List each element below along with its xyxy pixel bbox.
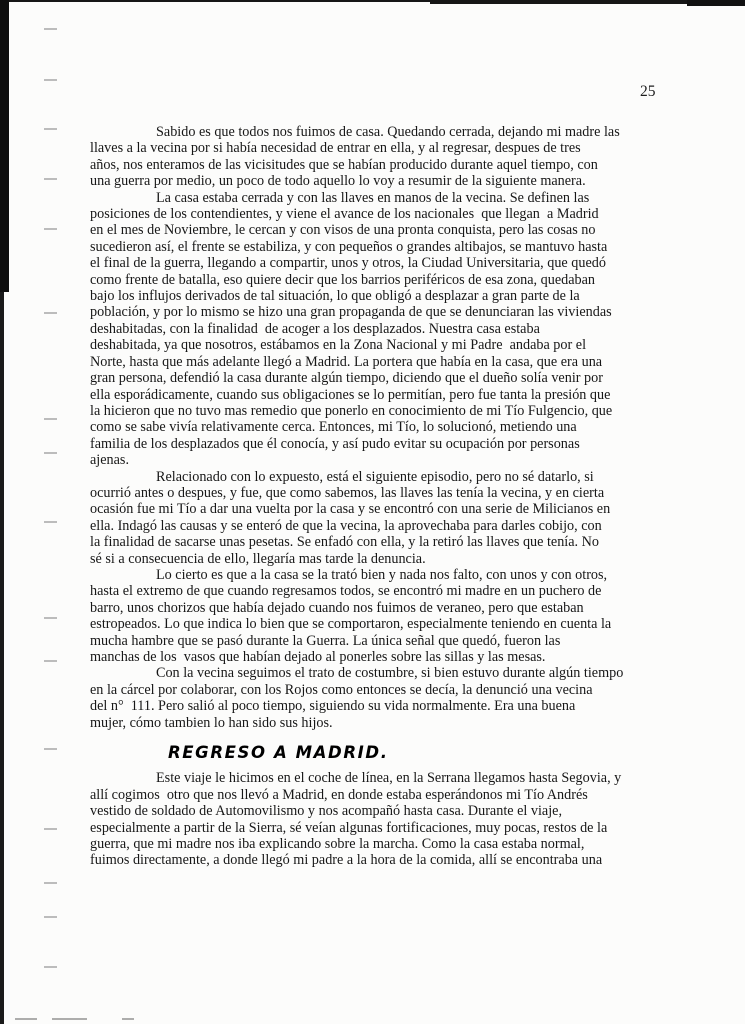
text-line: sé si a consecuencia de ello, llegaría mas tarde la denuncia.	[90, 550, 426, 567]
text-line: ocasión fue mi Tío a dar una vuelta por la casa y se encontró con una serie de Milicianos en	[90, 501, 611, 518]
margin-dash-artifact	[44, 228, 57, 230]
paragraph	[90, 770, 690, 868]
paragraph	[90, 190, 690, 469]
text-line: deshabitada, ya que nosotros, estábamos en la Zona Nacional y mi Padre andaba por el	[90, 337, 587, 354]
text-line: especialmente a partir de la Sierra, sé veían algunas fortificaciones, muy pocas, restos de la	[90, 819, 608, 836]
paragraph	[90, 469, 690, 567]
text-line: gran persona, defendió la casa durante algún tiempo, diciendo que el dueño solía venir por	[90, 370, 603, 387]
text-line: llaves a la vecina por si había necesidad de entrar en ella, y al regresar, despues de tres	[90, 140, 581, 157]
text-line: Con la vecina seguimos el trato de costumbre, si bien estuvo durante algún tiempo	[156, 665, 624, 682]
scan-corner-top-right	[687, 0, 745, 6]
text-line: mucha hambre que se pasó durante la Guerra. La única señal que quedó, fueron las	[90, 632, 561, 649]
margin-dash-artifact	[44, 521, 57, 523]
text-line: el final de la guerra, llegando a compartir, unos y otros, la Ciudad Universitaria, que quedó	[90, 255, 606, 272]
text-line: hasta el extremo de que cuando regresamos todos, se encontró mi madre en un puchero de	[90, 583, 602, 600]
text-line: Sabido es que todos nos fuimos de casa. Quedando cerrada, dejando mi madre las	[156, 124, 620, 140]
text-line: deshabitadas, con la finalidad de acoger a los desplazados. Nuestra casa estaba	[90, 320, 540, 337]
margin-dash-artifact	[44, 312, 57, 314]
text-line: manchas de los vasos que habían dejado al ponerles sobre las sillas y las mesas.	[90, 649, 546, 665]
margin-dash-artifact	[44, 617, 57, 619]
text-line: del n° 111. Pero salió al poco tiempo, siguiendo su vida normalmente. Era una buena	[90, 698, 576, 715]
text-line: sucedieron así, el frente se estabiliza, y con pequeños o grandes altibajos, se mantuvo hasta	[90, 238, 608, 255]
bottom-dash-artifact	[15, 1018, 37, 1020]
margin-dash-artifact	[44, 28, 57, 30]
text-line: población, y por lo mismo se hizo una gran propaganda de que se denunciaran las viviendas	[90, 304, 612, 321]
text-line: La casa estaba cerrada y con las llaves en manos de la vecina. Se definen las	[156, 189, 590, 206]
text-line: mujer, cómo tambien lo han sido sus hijos.	[90, 714, 333, 731]
text-line: Este viaje le hicimos en el coche de línea, en la Serrana llegamos hasta Segovia, y	[156, 770, 622, 787]
text-line: Relacionado con lo expuesto, está el siguiente episodio, pero no sé datarlo, si	[156, 468, 594, 485]
bottom-dash-artifact	[52, 1018, 87, 1020]
text-line: como se sabe vivía relativamente cerca. Entonces, mi Tío, lo solucionó, metiendo una	[90, 419, 577, 436]
text-line: una guerra por medio, un poco de todo aquello lo voy a resumir de la siguiente manera.	[90, 173, 586, 190]
document-body	[90, 124, 690, 869]
margin-dash-artifact	[44, 452, 57, 454]
text-line: ajenas.	[90, 452, 129, 469]
paragraph	[90, 567, 690, 665]
text-line: bajo los influjos derivados de tal situación, lo que obligó a desplazar a gran parte de la	[90, 288, 580, 305]
margin-dash-artifact	[44, 916, 57, 918]
margin-dash-artifact	[44, 748, 57, 750]
paragraph	[90, 124, 690, 190]
margin-dash-artifact	[44, 882, 57, 884]
text-line: en el mes de Noviembre, le cercan y con visos de una pronta conquista, pero las cosas no	[90, 222, 596, 239]
text-line: ella esporádicamente, cuando sus obligaciones se lo permitían, pero fue tanta la presión que	[90, 386, 611, 403]
text-line: posiciones de los contendientes, y viene el avance de los nacionales que llegan a Madrid	[90, 206, 599, 223]
paragraph	[90, 665, 690, 731]
margin-dash-artifact	[44, 828, 57, 830]
margin-dash-artifact	[44, 966, 57, 968]
page-number: 25	[640, 83, 656, 100]
text-line: como frente de batalla, eso quiere decir que los barrios periféricos de esa zona, quedaban	[90, 271, 596, 288]
text-line: Norte, hasta que más adelante llegó a Madrid. La portera que había en la casa, que era una	[90, 353, 603, 370]
text-line: estropeados. Lo que indica lo bien que se comportaron, especialmente teniendo en cuenta la	[90, 616, 612, 633]
text-line: ella. Indagó las causas y se enteró de que la vecina, la aprovechaba para darles cobijo, con	[90, 517, 602, 534]
text-line: guerra, que mi madre nos iba explicando sobre la marcha. Como la casa estaba normal,	[90, 836, 585, 853]
margin-dash-artifact	[44, 79, 57, 81]
text-line: Lo cierto es que a la casa se la trató bien y nada nos falto, con unos y con otros,	[156, 566, 608, 583]
margin-dash-artifact	[44, 418, 57, 420]
text-line: barro, unos chorizos que había dejado cuando nos fuimos de veraneo, pero que estaban	[90, 599, 584, 616]
text-line: allí cogimos otro que nos llevó a Madrid, en donde estaba esperándonos mi Tío Andrés	[90, 786, 588, 803]
section-heading: REGRESO A MADRID.	[168, 743, 389, 763]
bottom-dash-artifact	[122, 1018, 134, 1020]
text-line: vestido de soldado de Automovilismo y nos acompañó hasta casa. Durante el viaje,	[90, 803, 563, 820]
text-line: la hicieron que no tuvo mas remedio que ponerlo en conocimiento de mi Tío Fulgencio, que	[90, 402, 613, 419]
margin-dash-artifact	[44, 128, 57, 130]
margin-dash-artifact	[44, 660, 57, 662]
scan-edge-left-top	[0, 0, 9, 292]
text-line: años, nos enteramos de las vicisitudes que se habían producido durante aquel tiempo, con	[90, 156, 598, 173]
text-line: la finalidad de sacarse unas pesetas. Se enfadó con ella, y la retiró las llaves que tenía. No	[90, 534, 599, 551]
margin-dash-artifact	[44, 178, 57, 180]
text-line: fuimos directamente, a donde llegó mi padre a la hora de la comida, allí se encontraba una	[90, 852, 603, 869]
text-line: en la cárcel por colaborar, con los Rojos como entonces se decía, la denunció una vecina	[90, 681, 593, 698]
text-line: familia de los desplazados que él conocía, y así pudo evitar su ocupación por personas	[90, 435, 580, 452]
text-line: ocurrió antes o despues, y fue, que como sabemos, las llaves las tenía la vecina, y en cierta	[90, 484, 605, 501]
